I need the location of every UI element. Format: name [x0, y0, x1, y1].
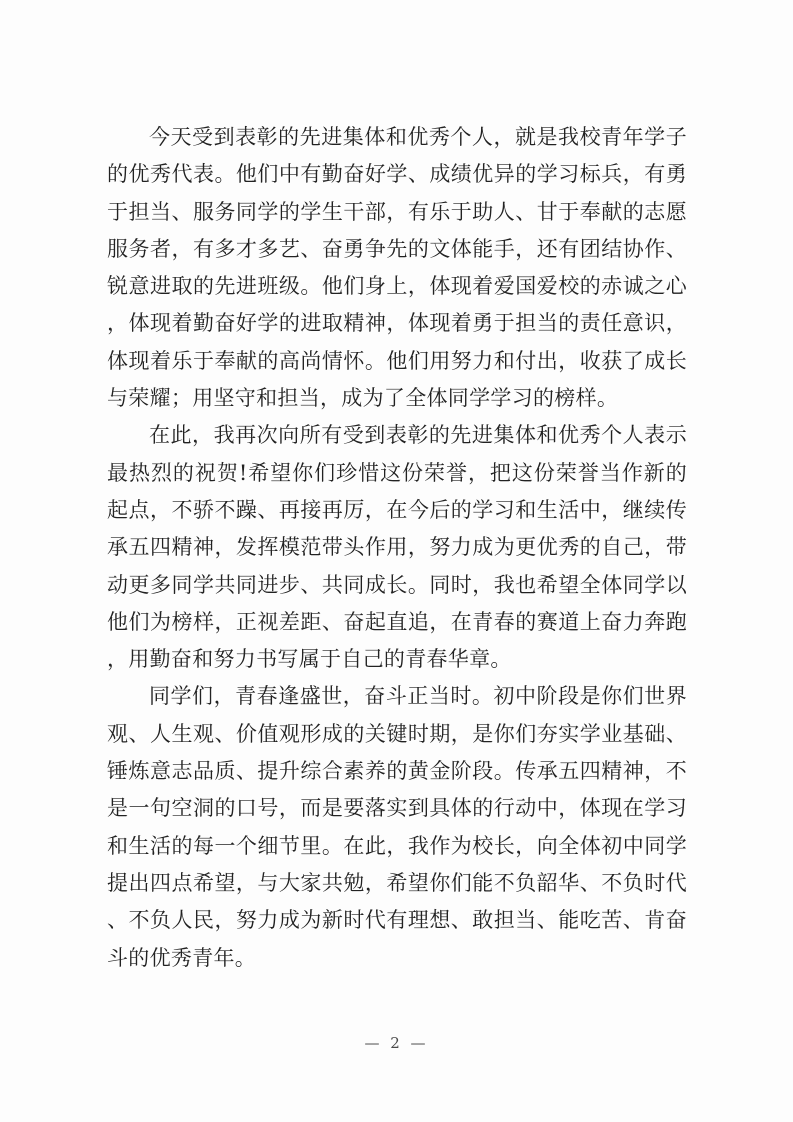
- document-body: [107, 119, 687, 977]
- paragraph-1: 今天受到表彰的先进集体和优秀个人，就是我校青年学子的优秀代表。他们中有勤奋好学、成绩优异的学习标兵，有勇于担当、服务同学的学生干部，有乐于助人、甘于奉献的志愿服务者，有多才多艺、奋勇争先的文体能手，还有团结协作、锐意进取的先进班级。他们身上，体现着爱国爱校的赤诚之心，体现着勤奋好学的进取精神，体现着勇于担当的责任意识，体现着乐于奉献的高尚情怀。他们用努力和付出，收获了成长与荣耀；用坚守和担当，成为了全体同学学习的榜样。: [107, 125, 687, 411]
- page-footer: [0, 1033, 793, 1052]
- page-number: — 2 —: [364, 1034, 429, 1052]
- paragraph-3: 同学们，青春逢盛世，奋斗正当时。初中阶段是你们世界观、人生观、价值观形成的关键时期，是你们夯实学业基础、锤炼意志品质、提升综合素养的黄金阶段。传承五四精神，不是一句空洞的口号，而是要落实到具体的行动中，体现在学习和生活的每一个细节里。在此，我作为校长，向全体初中同学提出四点希望，与大家共勉，希望你们能不负韶华、不负时代、不负人民，努力成为新时代有理想、敢担当、能吃苦、肯奋斗的优秀青年。: [107, 684, 687, 970]
- paragraph-2: 在此，我再次向所有受到表彰的先进集体和优秀个人表示最热烈的祝贺!希望你们珍惜这份荣誉，把这份荣誉当作新的起点，不骄不躁、再接再厉，在今后的学习和生活中，继续传承五四精神，发挥模范带头作用，努力成为更优秀的自己，带动更多同学共同进步、共同成长。同时，我也希望全体同学以他们为榜样，正视差距、奋起直追，在青春的赛道上奋力奔跑，用勤奋和努力书写属于自己的青春华章。: [107, 423, 687, 672]
